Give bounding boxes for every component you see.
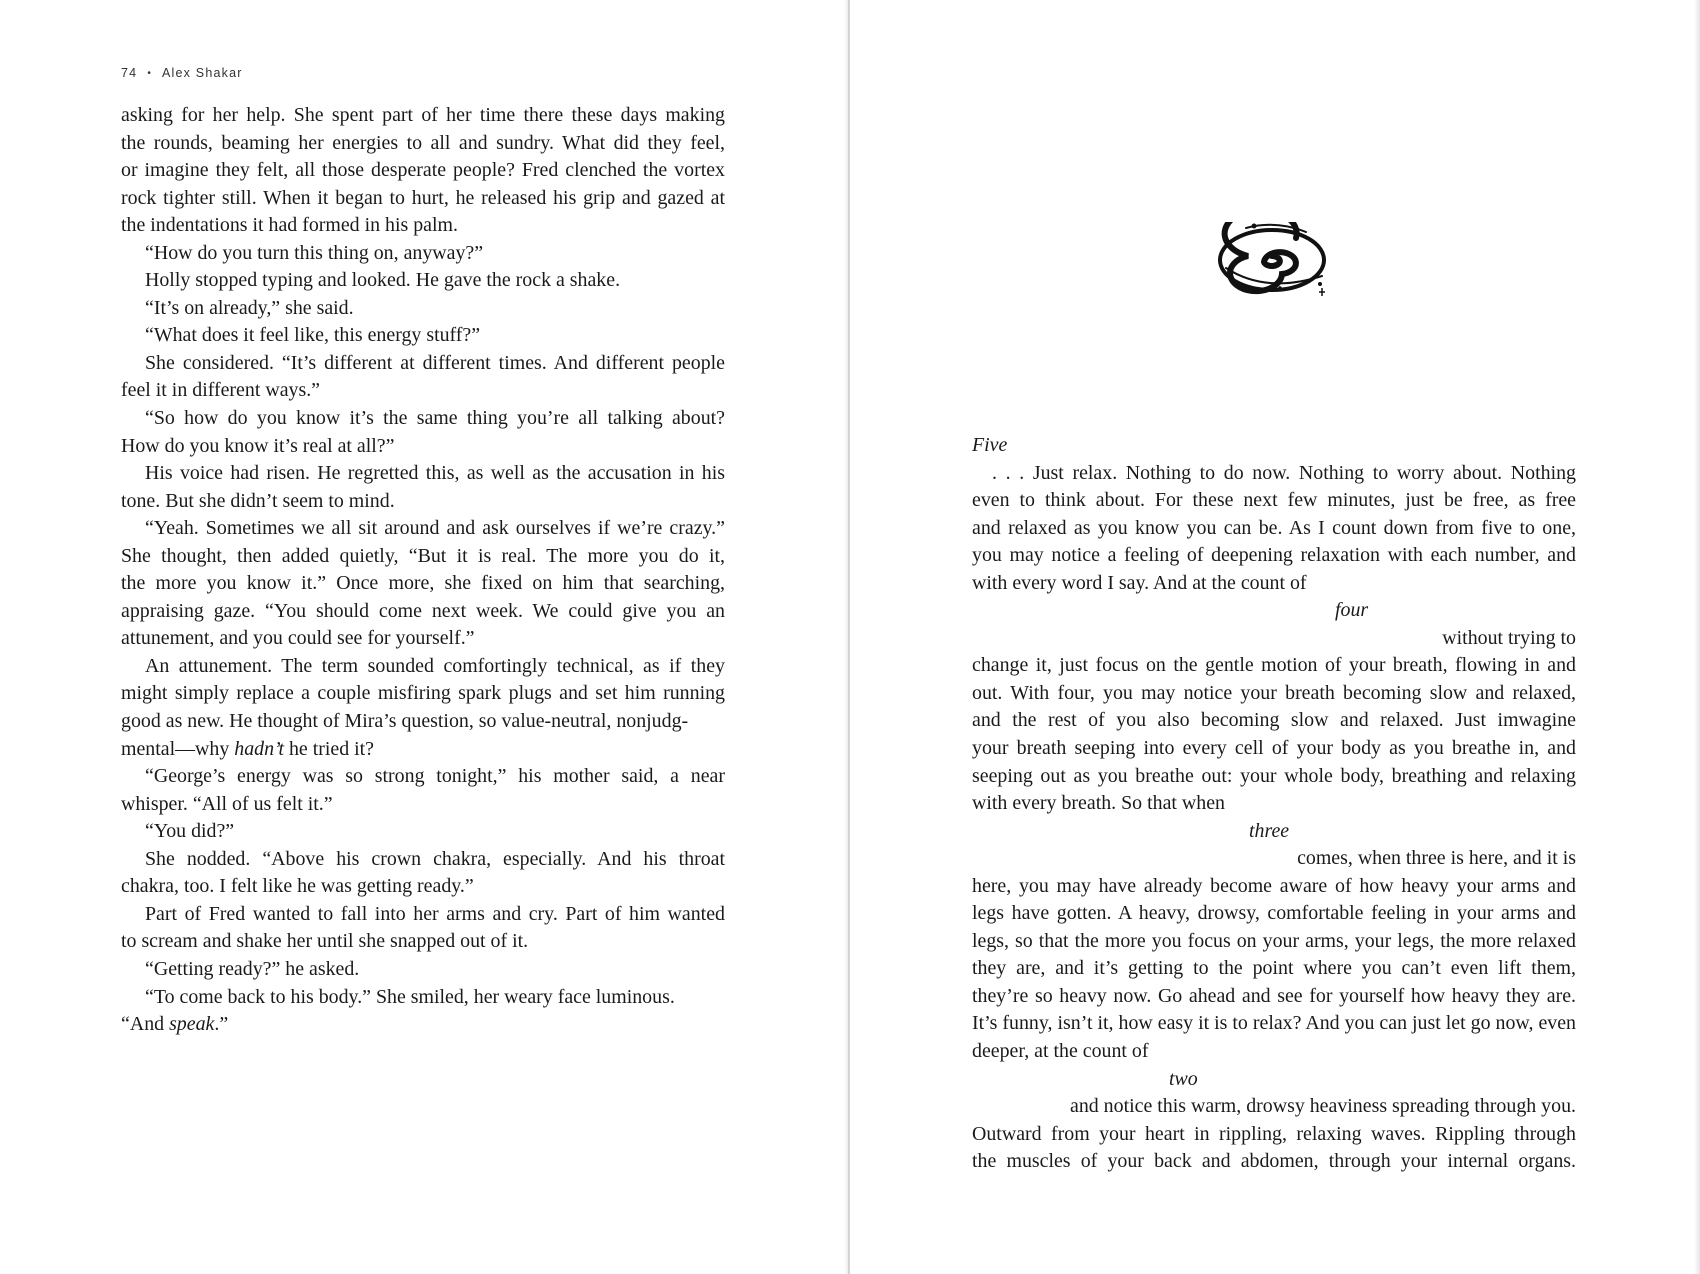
paragraph <box>121 901 725 956</box>
text-line: with every word I say. And at the count of <box>972 571 1307 594</box>
count-word-four: four <box>1335 599 1369 622</box>
paragraph <box>121 102 725 240</box>
text-line: the rounds, beaming her energies to all and sundry. What did they feel, <box>121 131 725 154</box>
text-line: they’re so heavy now. Go ahead and see for yourself how heavy they are. <box>972 984 1576 1007</box>
author-name: Alex Shakar <box>162 66 243 80</box>
text-line: and the rest of you also becoming slow and relaxed. Just imwagine <box>972 709 1576 732</box>
italic-emphasis: speak <box>169 1013 215 1036</box>
text-line: here, you may have already become aware of how heavy your arms and <box>972 874 1576 897</box>
text-line: to scream and shake her until she snapped out of it. <box>121 930 529 953</box>
text-line: An attunement. The term sounded comfortingly technical, as if they <box>145 654 725 677</box>
running-head <box>121 66 243 80</box>
paragraph <box>121 460 725 515</box>
text-line: seeping out as you breathe out: your whole body, breathing and relaxing <box>972 764 1576 787</box>
paragraph <box>121 240 725 268</box>
text-line: “So how do you know it’s the same thing you’re all talking about? <box>145 407 725 430</box>
text-line: good as new. He thought of Mira’s question, so value-neutral, nonjudg- <box>121 710 689 733</box>
text-line: change it, just focus on the gentle motion of your breath, flowing in and <box>972 654 1576 677</box>
paragraph <box>121 515 725 653</box>
paragraph <box>121 956 725 984</box>
text-line: “George’s energy was so strong tonight,” his mother said, a near <box>145 765 725 788</box>
text-line: Part of Fred wanted to fall into her arms and cry. Part of him wanted <box>145 902 725 925</box>
paragraph <box>121 295 725 323</box>
paragraph <box>121 984 725 1012</box>
text-line: might simply replace a couple misfiring spark plugs and set him running <box>121 682 725 705</box>
text-line: rock tighter still. When it began to hurt, he released his grip and gazed at <box>121 186 725 209</box>
text-run: he tried it? <box>283 737 375 760</box>
text-line: and relaxed as you know you can be. As I count down from five to one, <box>972 516 1576 539</box>
paragraph <box>121 322 725 350</box>
section-label-spacer <box>972 432 1576 460</box>
right-page-body <box>972 432 1576 1176</box>
section-label: Five <box>972 434 1008 456</box>
text-line: . . . Just relax. Nothing to do now. Nothing to worry about. Nothing <box>992 461 1576 484</box>
paragraph <box>121 846 725 901</box>
text-line: attunement, and you could see for yourself.” <box>121 627 475 650</box>
separator-dot: • <box>147 68 153 79</box>
text-line: How do you know it’s real at all?” <box>121 434 395 457</box>
spiral-vortex-icon <box>1216 222 1332 300</box>
text-line: “How do you turn this thing on, anyway?” <box>145 241 484 264</box>
text-line: chakra, too. I felt like he was getting ready.” <box>121 875 474 898</box>
text-line: you may notice a feeling of deepening relaxation with each number, and <box>972 544 1576 567</box>
text-line: the more you know it.” Once more, she fixed on him that searching, <box>121 572 725 595</box>
text-line: deeper, at the count of <box>972 1040 1149 1063</box>
text-line: the muscles of your back and abdomen, through your internal organs. <box>972 1150 1576 1173</box>
text-line: “To come back to his body.” She smiled, her weary face luminous. <box>145 985 675 1008</box>
text-line: even to think about. For these next few minutes, just be free, as free <box>972 489 1576 512</box>
text-line: “You did?” <box>145 820 235 843</box>
text-line: His voice had risen. He regretted this, as well as the accusation in his <box>145 462 725 485</box>
text-run: .” <box>214 1013 229 1036</box>
text-line: and notice this warm, drowsy heaviness spreading through you. <box>1069 1095 1576 1118</box>
text-line: Outward from your heart in rippling, relaxing waves. Rippling through <box>972 1122 1576 1145</box>
text-line: legs have gotten. A heavy, drowsy, comfortable feeling in your arms and <box>972 902 1576 925</box>
paragraph <box>121 763 725 818</box>
paragraph <box>121 350 725 405</box>
text-line: It’s funny, isn’t it, how easy it is to relax? And you can just let go now, even <box>972 1012 1576 1035</box>
paragraph <box>121 405 725 460</box>
text-line: “Getting ready?” he asked. <box>145 957 360 980</box>
text-line: or imagine they felt, all those desperate people? Fred clenched the vortex <box>121 159 725 182</box>
text-line: She considered. “It’s different at different times. And different people <box>145 351 725 374</box>
text-line: your breath seeping into every cell of your body as you breathe in, and <box>972 737 1576 760</box>
text-line: feel it in different ways.” <box>121 379 321 402</box>
text-line: tone. But she didn’t seem to mind. <box>121 489 395 512</box>
paragraph <box>121 736 725 764</box>
page-number: 74 <box>121 66 138 80</box>
left-page-body <box>121 102 725 1039</box>
text-line: appraising gaze. “You should come next week. We could give you an <box>121 599 725 622</box>
paragraph <box>121 818 725 846</box>
text-line <box>121 1011 725 1039</box>
text-line: the indentations it had formed in his palm. <box>121 214 458 237</box>
text-run: “And <box>121 1013 170 1036</box>
text-line: She nodded. “Above his crown chakra, especially. And his throat <box>145 847 725 870</box>
count-word-three: three <box>1249 819 1290 842</box>
text-line: without trying to <box>1442 626 1576 649</box>
text-line <box>121 736 725 764</box>
text-line: asking for her help. She spent part of her time there these days making <box>121 104 725 126</box>
page-edge <box>1694 0 1700 1274</box>
italic-emphasis: hadn’t <box>234 737 284 760</box>
text-line: they are, and it’s getting to the point where you can’t even lift them, <box>972 957 1576 980</box>
text-line: comes, when three is here, and it is <box>1297 847 1576 870</box>
text-line: Holly stopped typing and looked. He gave the rock a shake. <box>145 269 621 292</box>
book-gutter <box>848 0 850 1274</box>
text-line: out. With four, you may notice your breath becoming slow and relaxed, <box>972 681 1576 704</box>
paragraph <box>121 653 725 736</box>
text-line: “Yeah. Sometimes we all sit around and ask ourselves if we’re crazy.” <box>145 517 725 540</box>
text-line: “What does it feel like, this energy stuff?” <box>145 324 481 347</box>
text-line: with every breath. So that when <box>972 792 1225 815</box>
text-line: “It’s on already,” she said. <box>145 296 354 319</box>
text-line: She thought, then added quietly, “But it is real. The more you do it, <box>121 544 725 567</box>
text-run: mental—why <box>121 737 235 760</box>
paragraph <box>121 267 725 295</box>
count-word-two: two <box>1169 1067 1198 1090</box>
paragraph <box>121 1011 725 1039</box>
text-line: whisper. “All of us felt it.” <box>121 792 333 815</box>
text-line: legs, so that the more you focus on your arms, your legs, the more relaxed <box>972 929 1576 952</box>
